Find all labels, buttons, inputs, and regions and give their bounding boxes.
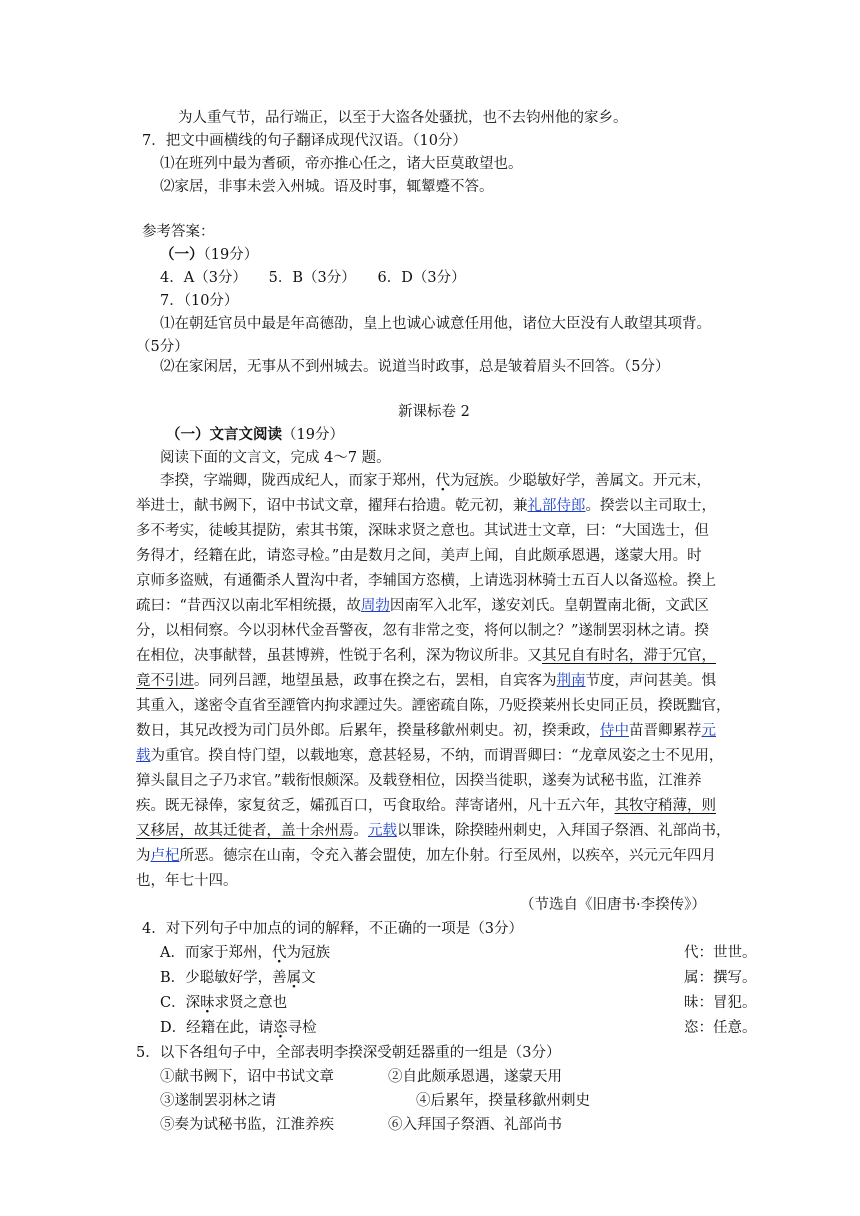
option-meaning: 属：撰写。 xyxy=(684,970,757,986)
q5-stem: 5．以下各组句子中，全部表明李揆深受朝廷器重的一组是（3分） xyxy=(136,1045,561,1061)
passage-text: 李揆，字端卿，陇西成纪人，而家于郑州， xyxy=(160,473,436,489)
link-yuan-zai-2[interactable]: 元载 xyxy=(368,823,397,839)
passage-text: 因南军入北军，遂安刘氏。皇朝置南北衙，文武区 xyxy=(389,598,709,614)
paper-title: 新课标卷 2 xyxy=(398,404,470,420)
q5-item: ①献书阙下，诏中书试文章 xyxy=(160,1069,334,1085)
underlined-sentence: 其兄自有时名，滞于冗官， xyxy=(542,648,716,664)
passage-text: 为 xyxy=(136,848,151,864)
passage-text: 。揆尝以主司取士， xyxy=(585,498,716,514)
option-text: 文 xyxy=(301,970,316,986)
passage-text: 疾。既无禄俸，家复贫乏，孀孤百口，丐食取给。萍寄诸州，凡十五六年， xyxy=(136,798,615,814)
passage-text: 为冠族。少聪敏好学，善属文。开元末， xyxy=(450,473,711,489)
reading-instruction: 阅读下面的文言文，完成 4～7 题。 xyxy=(160,450,391,466)
dotted-char: 代 xyxy=(435,473,450,489)
answer-1-line-1: ⑴在朝廷官员中最是年高德劭，皇上也诚心诚意任用他，诸位大臣没有人敢望其项背。 xyxy=(160,316,711,332)
passage-line xyxy=(136,821,731,841)
reading-section-label: （一）文言文阅读 xyxy=(166,426,282,443)
answers-q7-label: 7．（10分） xyxy=(160,293,239,309)
passage-text: 所恶。德宗在山南，令充入蕃会盟使，加左仆射。行至凤州，以疾卒，兴元元年四月 xyxy=(179,848,716,864)
underlined-sentence: 竟不引进 xyxy=(136,673,194,689)
answers-mc-line: 4．A（3分） 5．B（3分） 6．D（3分） xyxy=(160,270,466,286)
dotted-char: 属 xyxy=(286,970,302,986)
passage-line xyxy=(136,746,723,766)
option-text: B．少聪敏好学，善 xyxy=(160,970,287,986)
passage-text: 节度，声问甚美。惧 xyxy=(585,673,716,689)
answers-section-heading xyxy=(160,245,258,265)
option-text: 为冠族 xyxy=(286,945,330,961)
passage-line: 也，年七十四。 xyxy=(136,873,238,889)
passage-line xyxy=(136,596,709,616)
passage-line xyxy=(136,496,716,516)
passage-line: 多不考实，徒峻其提防，索其书策，深昧求贤之意也。其试进士文章，曰：“大国选士，但 xyxy=(136,523,709,539)
reading-section-score: （19分） xyxy=(282,427,344,443)
passage-text: 以罪诛，除揆睦州刺史，入拜国子祭酒、礼部尚书， xyxy=(397,823,731,839)
link-libu-shilang[interactable]: 礼部侍郎 xyxy=(527,498,586,514)
link-lu-qi[interactable]: 卢杞 xyxy=(150,848,180,864)
option-meaning: 代：世世。 xyxy=(684,945,757,961)
passage-line xyxy=(136,721,716,741)
answers-section-score: （19分） xyxy=(203,247,259,263)
q5-item: ⑥入拜国子祭酒、礼部尚书 xyxy=(388,1117,562,1133)
passage-line: 京师多盗贼，有通衢杀人置沟中者，李辅国方恣横，上请选羽林骑士五百人以备巡检。揆上 xyxy=(136,573,716,589)
q7-sentence-2: ⑵家居，非事未尝入州城。语及时事，辄颦蹙不答。 xyxy=(160,179,494,195)
q5-item: ⑤奏为试秘书监，江淮养疾 xyxy=(160,1117,334,1133)
q4-option-b xyxy=(160,968,860,988)
passage-line xyxy=(136,796,716,816)
passage-text: 。 xyxy=(353,823,368,839)
link-zhou-bo[interactable]: 周勃 xyxy=(360,598,390,614)
q5-item: ④后累年，揆量移歙州刺史 xyxy=(416,1093,590,1109)
dotted-char: 昧 xyxy=(200,995,215,1011)
q7-sentence-1: ⑴在班列中最为耆硕，帝亦推心任之，诸大臣莫敢望也。 xyxy=(160,156,523,172)
option-text: A．而家于郑州， xyxy=(160,945,272,961)
passage-text: 在相位，决事献替，虽甚博辨，性锐于名利，深为物议所非。又 xyxy=(136,648,542,664)
passage-line xyxy=(160,471,711,491)
passage-line xyxy=(136,846,716,866)
option-text: 求贤之意也 xyxy=(214,995,288,1011)
option-meaning: 昧：冒犯。 xyxy=(684,995,757,1011)
q4-option-d xyxy=(160,1018,860,1038)
passage-line: 其重入，遂密令直省至諲管内拘求諲过失。諲密疏自陈，乃贬揆莱州长史同正员，揆既黜官， xyxy=(136,698,731,714)
passage-line xyxy=(136,646,716,666)
q4-option-a xyxy=(160,943,860,963)
q4-option-c xyxy=(160,993,860,1013)
link-jingnan[interactable]: 荆南 xyxy=(556,673,586,689)
q5-item: ③遂制罢羽林之请 xyxy=(160,1093,276,1109)
passage-text: 。同列吕諲，地望虽悬，政事在揆之右，罢相，自宾客为 xyxy=(194,673,557,689)
passage-text: 苗晋卿累荐 xyxy=(629,723,702,739)
reading-section-heading xyxy=(166,425,344,445)
passage-text: 为重官。揆自恃门望，以载地寒，意甚轻易，不纳，而谓晋卿曰：“龙章凤姿之士不见用， xyxy=(150,748,724,764)
option-meaning: 恣：任意。 xyxy=(684,1020,757,1036)
passage-line: 分，以相伺察。今以羽林代金吾警夜，忽有非常之变，将何以制之？”遂制罢羽林之请。揆 xyxy=(136,623,709,639)
underlined-sentence: 又移居，故其迁徙者，盖十余州焉 xyxy=(136,823,354,839)
q4-stem: 4．对下列句子中加点的词的解释，不正确的一项是（3分） xyxy=(142,921,523,937)
intro-translation-line: 为人重气节，品行端正，以至于大盗各处骚扰，也不去钧州他的家乡。 xyxy=(178,110,628,126)
passage-text: 数日，其兄改授为司门员外郎。后累年，揆量移歙州刺史。初，揆秉政， xyxy=(136,723,600,739)
link-yuan-zai[interactable]: 载 xyxy=(136,748,151,764)
dotted-char: 恣 xyxy=(273,1020,288,1036)
option-text: 寻检 xyxy=(287,1020,317,1036)
passage-line: 务得才，经籍在此，请恣寻检。”由是数月之间，美声上闻，自此颇承恩遇，遂蒙大用。时 xyxy=(136,548,702,564)
link-shizhong[interactable]: 侍中 xyxy=(600,723,629,739)
passage-text: 疏曰：“昔西汉以南北军相统摄，故 xyxy=(136,598,361,614)
passage-line: 獐头鼠目之子乃求官。”载衔恨颇深。及载登相位，因揆当徙职，遂奏为试秘书监，江淮养 xyxy=(136,773,702,789)
answers-section-label: （一） xyxy=(160,246,204,263)
dotted-char: 代 xyxy=(271,945,287,961)
link-yuan-zai[interactable]: 元 xyxy=(701,723,716,739)
answer-1-line-2: （5分） xyxy=(136,339,189,355)
option-text: C．深 xyxy=(160,995,201,1011)
answers-heading: 参考答案： xyxy=(142,224,215,240)
passage-line xyxy=(136,671,716,691)
q7-title: 7．把文中画横线的句子翻译成现代汉语。（10分） xyxy=(142,133,467,149)
answer-2: ⑵在家闲居，无事从不到州城去。说道当时政事，总是皱着眉头不回答。（5分） xyxy=(160,359,670,375)
passage-text: 举进士，献书阙下，诏中书试文章，擢拜右拾遗。乾元初，兼 xyxy=(136,498,528,514)
option-text: D．经籍在此，请 xyxy=(160,1020,274,1036)
q5-item: ②自此颇承恩遇，遂蒙天用 xyxy=(388,1069,562,1085)
underlined-sentence: 其牧守稍薄，则 xyxy=(614,798,716,814)
passage-source: （节选自《旧唐书·李揆传》） xyxy=(520,897,706,913)
